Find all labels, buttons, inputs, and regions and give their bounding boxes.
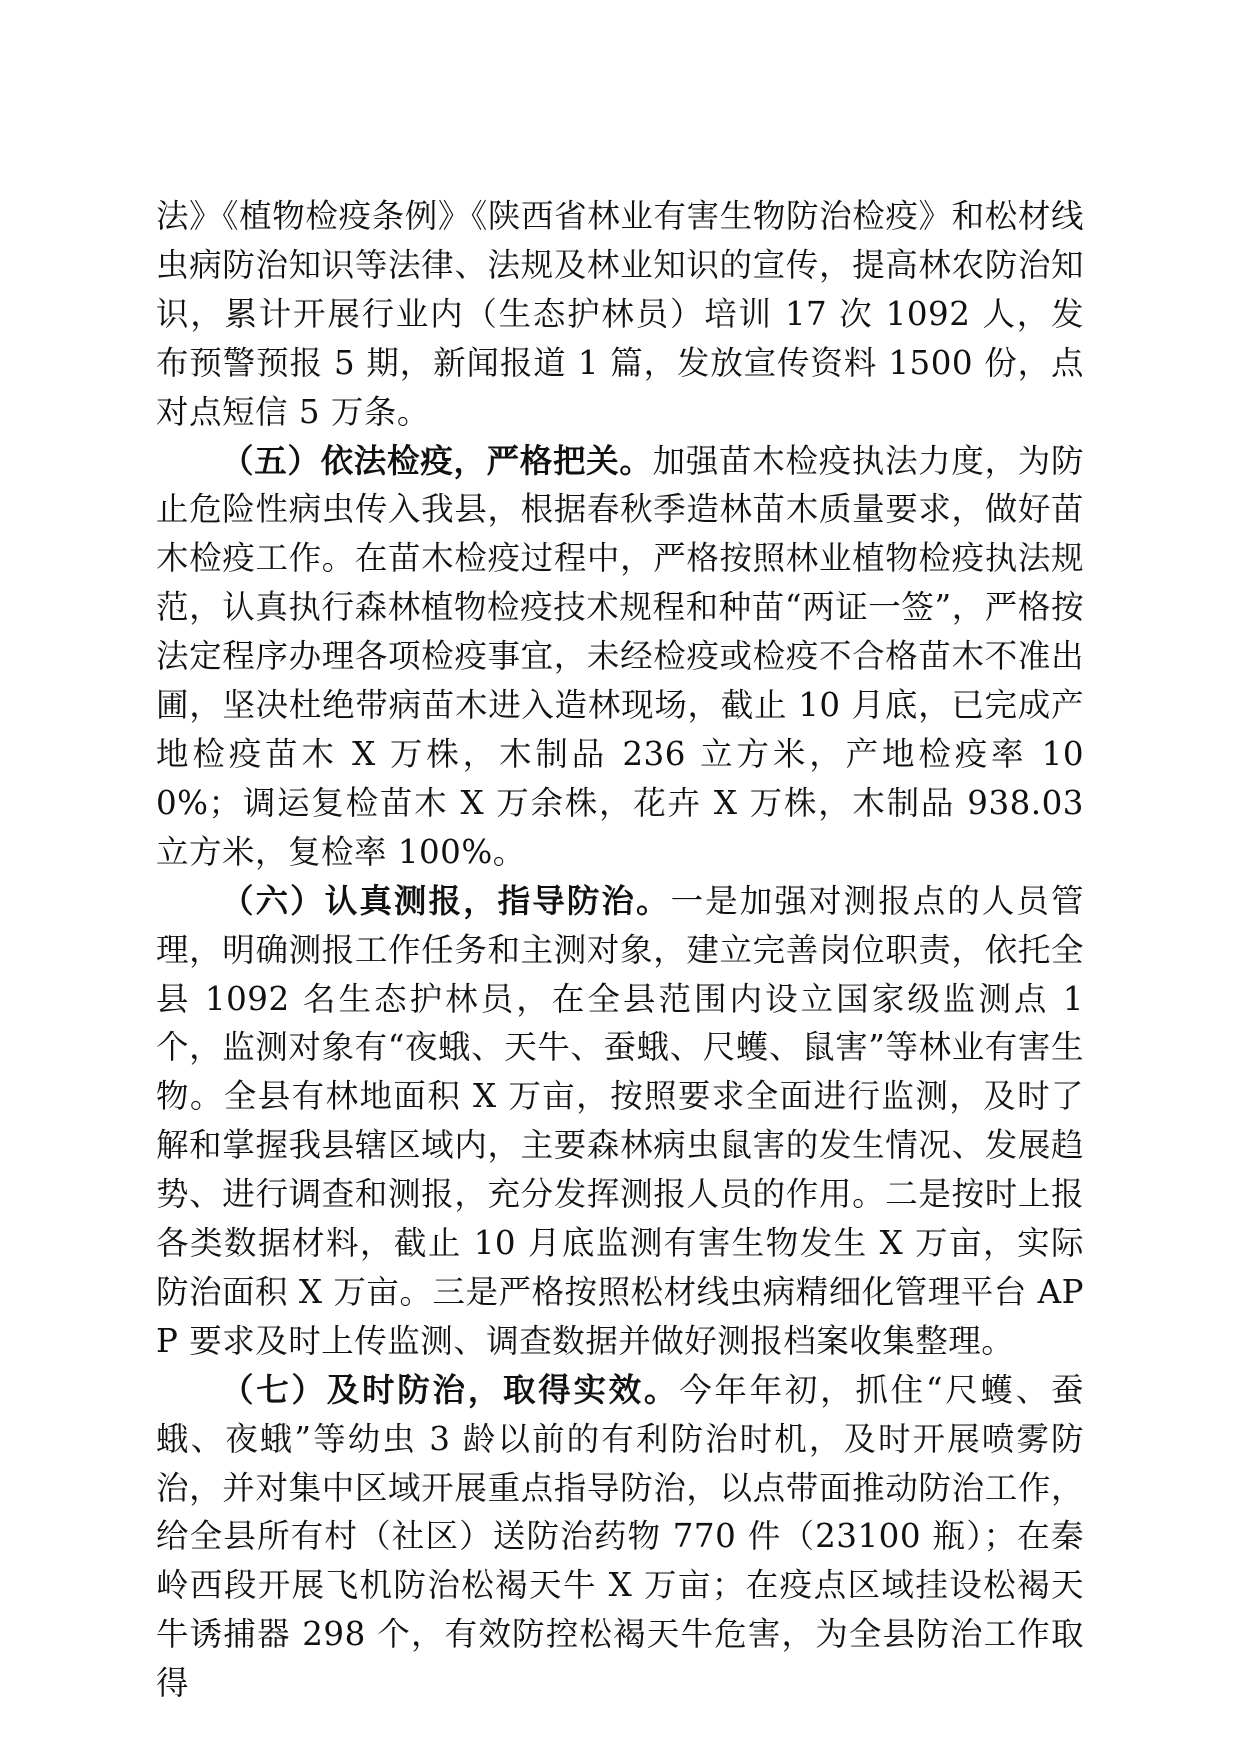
paragraph-section-five: [156, 437, 1084, 877]
paragraph-text: 加强苗木检疫执法力度，为防止危险性病虫传入我县，根据春秋季造林苗木质量要求，做好苗木检疫工作。在苗木检疫过程中，严格按照林业植物检疫执法规范，认真执行森林植物检疫技术规程和种苗“两证一签”，严格按法定程序办理各项检疫事宜，未经检疫或检疫不合格苗木不准出圃，坚决杜绝带病苗木进入造林现场，截止 10 月底，已完成产地检疫苗木 X 万株，木制品 236 立方米，产地检疫率 100%；调运复检苗木 X 万余株，花卉 X 万株，木制品 938.03 立方米，复检率 100%。: [156, 441, 1084, 871]
paragraph-continuation: [156, 192, 1084, 437]
section-heading: （六）认真测报，指导防治。: [221, 880, 671, 920]
paragraph-section-seven: [156, 1366, 1084, 1708]
paragraph-text: 法》《植物检疫条例》《陕西省林业有害生物防治检疫》和松材线虫病防治知识等法律、法规及林业知识的宣传，提高林农防治知识，累计开展行业内（生态护林员）培训 17 次 1092 人，发布预警预报 5 期，新闻报道 1 篇，发放宣传资料 1500 份，点对点短信 5 万条。: [156, 197, 1084, 431]
paragraph-section-six: [156, 877, 1084, 1366]
section-heading: （七）及时防治，取得实效。: [221, 1369, 680, 1409]
section-heading: （五）依法检疫，严格把关。: [221, 440, 653, 480]
paragraph-text: 一是加强对测报点的人员管理，明确测报工作任务和主测对象，建立完善岗位职责，依托全县 1092 名生态护林员，在全县范围内设立国家级监测点 1 个，监测对象有“夜蛾、天牛、蚕蛾、尺蠖、鼠害”等林业有害生物。全县有林地面积 X 万亩，按照要求全面进行监测，及时了解和掌握我县辖区域内，主要森林病虫鼠害的发生情况、发展趋势、进行调查和测报，充分发挥测报人员的作用。二是按时上报各类数据材料，截止 10 月底监测有害生物发生 X 万亩，实际防治面积 X 万亩。三是严格按照松材线虫病精细化管理平台 APP 要求及时上传监测、调查数据并做好测报档案收集整理。: [156, 881, 1084, 1360]
document-body: [156, 192, 1084, 1708]
paragraph-text: 今年年初，抓住“尺蠖、蚕蛾、夜蛾”等幼虫 3 龄以前的有利防治时机，及时开展喷雾防治，并对集中区域开展重点指导防治，以点带面推动防治工作，给全县所有村（社区）送防治药物 770 件（23100 瓶）；在秦岭西段开展飞机防治松褐天牛 X 万亩；在疫点区域挂设松褐天牛诱捕器 298 个，有效防控松褐天牛危害，为全县防治工作取得: [156, 1370, 1084, 1703]
